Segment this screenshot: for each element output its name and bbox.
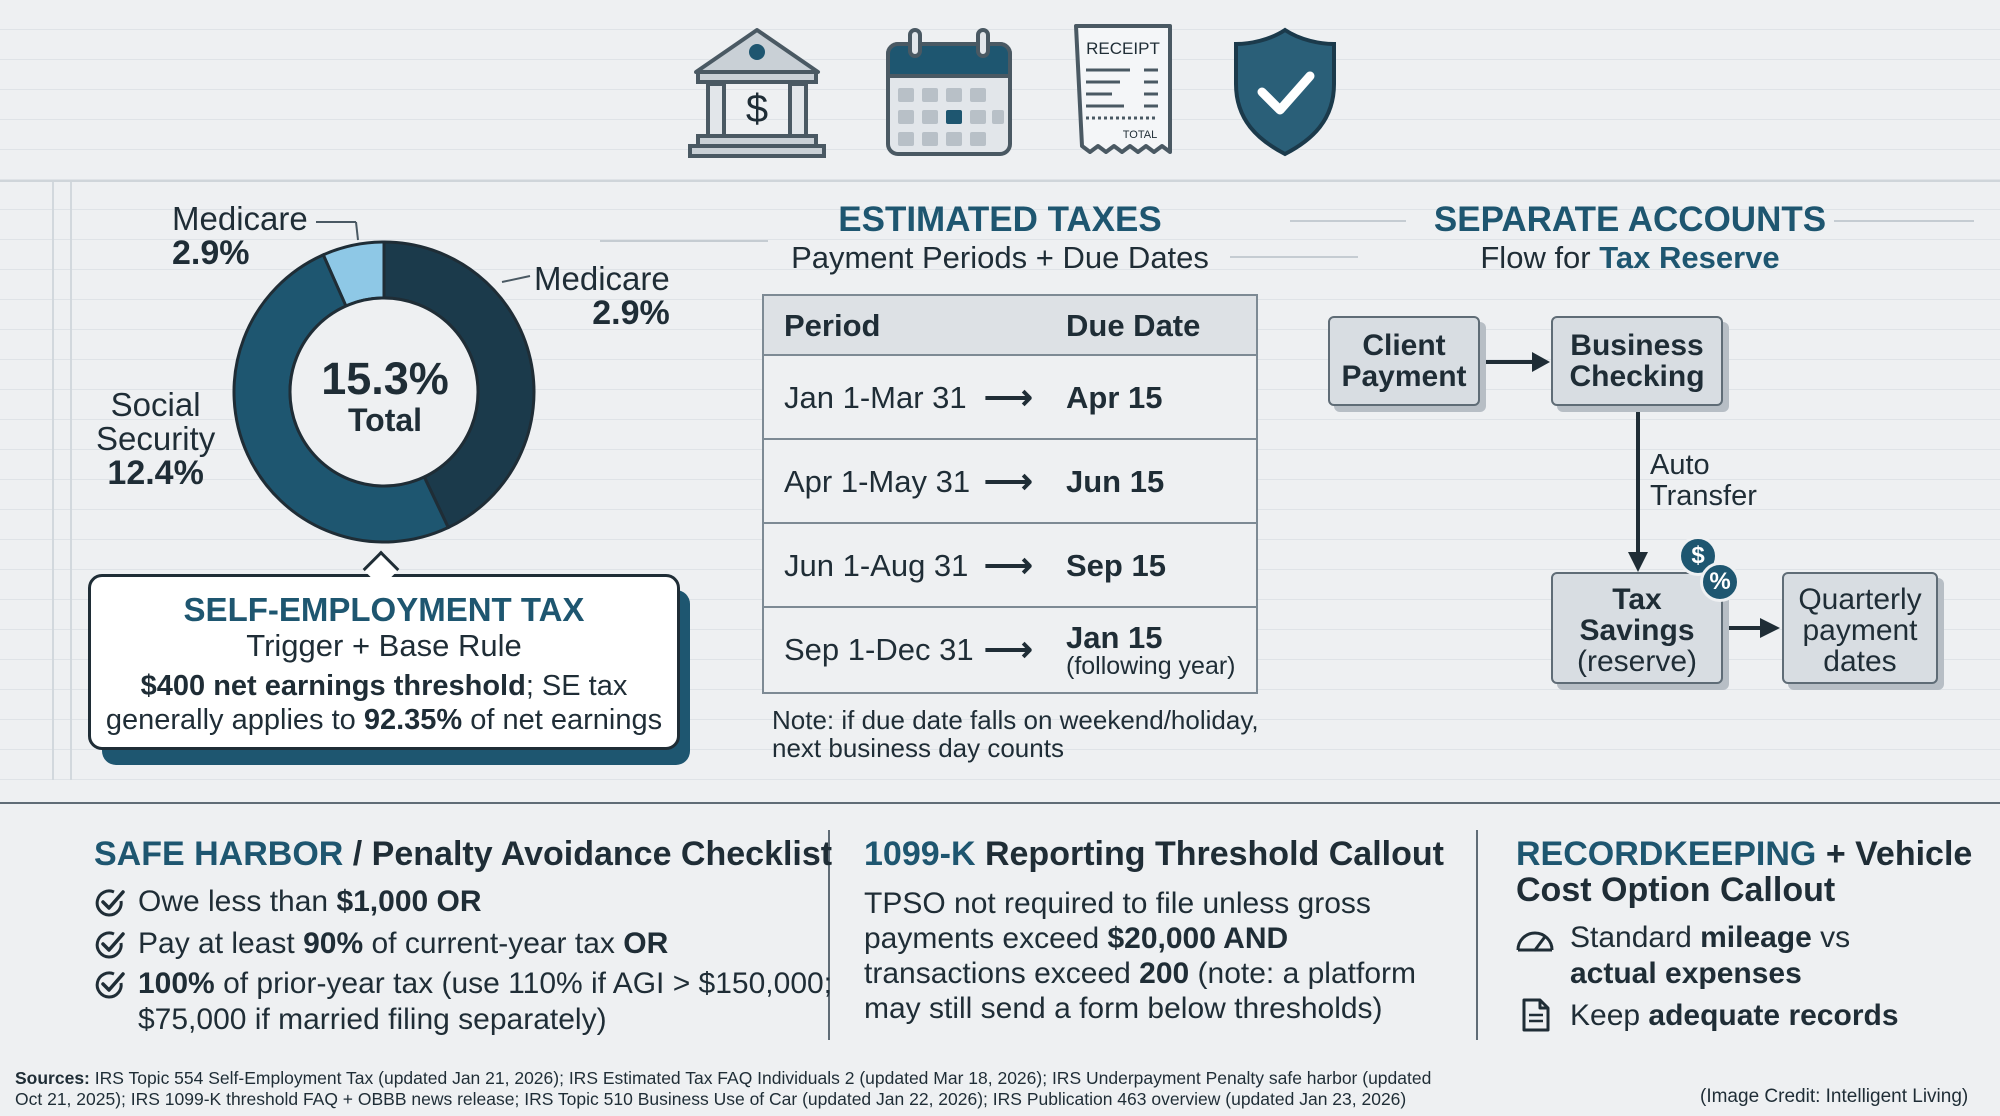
receipt-header: RECEIPT: [1086, 39, 1160, 58]
check-circle-icon: [94, 929, 126, 961]
box-text: dates: [1823, 645, 1897, 678]
box-text: Payment: [1341, 360, 1467, 393]
table-header: [764, 296, 1256, 356]
heading-text: Reporting Threshold Callout: [975, 835, 1444, 873]
document-icon: [1520, 998, 1552, 1032]
item-bold: 90%: [303, 927, 364, 960]
subtitle-accent: Tax Reserve: [1599, 240, 1780, 275]
weekend-note: [772, 706, 1292, 762]
donut-label-medicare-right: [534, 262, 670, 330]
se-text: of net earnings: [462, 704, 663, 736]
business-checking-box: [1551, 316, 1723, 406]
heading-text: / Penalty Avoidance Checklist: [343, 835, 833, 873]
para-text: payments exceed: [864, 922, 1108, 955]
period-cell: Jun 1-Aug 31: [784, 548, 969, 583]
item-bold: actual expenses: [1570, 957, 1802, 990]
item-bold: adequate records: [1648, 999, 1899, 1032]
donut-label-name: Social: [110, 386, 201, 423]
donut-label-name: Medicare: [534, 260, 670, 297]
check-circle-icon: [94, 887, 126, 919]
heading-text: + Vehicle: [1816, 835, 1973, 873]
due-cell: Jan 15: [1066, 620, 1163, 655]
se-tax-callout: [88, 574, 680, 750]
arrow-right-icon: ⟶: [984, 379, 1033, 417]
due-cell: Apr 15: [1066, 380, 1163, 415]
box-text: Business: [1570, 329, 1704, 362]
due-note: (following year): [1066, 652, 1236, 680]
sources-text: IRS Topic 554 Self-Employment Tax (updated Jan 21, 2026); IRS Estimated Tax FAQ Individuals 2 (updated Mar 18, 2026); IRS Underpayment Penalty safe harbor (updated: [89, 1068, 1432, 1088]
records-heading: [1516, 836, 1972, 908]
estimated-taxes-subtitle: Payment Periods + Due Dates: [791, 240, 1209, 275]
percent-badge-icon: %: [1700, 562, 1740, 602]
para-line: may still send a form below thresholds): [864, 992, 1383, 1025]
item-bold: mileage: [1700, 921, 1812, 954]
separate-accounts-title: SEPARATE ACCOUNTS: [1433, 200, 1827, 239]
calendar-icon: [884, 22, 1014, 162]
arrow-right-icon: ⟶: [984, 463, 1033, 501]
subtitle-text: Flow for: [1480, 240, 1600, 275]
auto-transfer-label: [1650, 450, 1757, 512]
column-divider: [1476, 830, 1478, 1040]
heading-accent: 1099-K: [864, 835, 976, 873]
arrow-right-icon: ⟶: [984, 631, 1033, 669]
shield-check-icon: [1230, 22, 1340, 162]
item-bold: $1,000 OR: [336, 885, 482, 918]
item-text: Standard: [1570, 921, 1701, 954]
estimated-taxes-heading: [760, 200, 1240, 276]
k1099-body: [864, 886, 1416, 1026]
table-row: [764, 524, 1256, 608]
records-item: [1516, 920, 1850, 992]
estimated-taxes-title: ESTIMATED TAXES: [838, 200, 1162, 239]
period-cell: Apr 1-May 31: [784, 464, 971, 499]
donut-total-label: Total: [347, 402, 423, 438]
table-row: [764, 608, 1256, 692]
item-bold: OR: [623, 927, 669, 960]
box-text: (reserve): [1576, 645, 1697, 678]
receipt-icon: [1072, 22, 1174, 162]
col-due-date: Due Date: [1066, 308, 1201, 343]
se-threshold: $400 net earnings threshold: [140, 670, 526, 702]
k1099-heading: [864, 836, 1444, 872]
donut-leaders: [0, 0, 560, 320]
se-tax-title: SELF-EMPLOYMENT TAX: [183, 591, 585, 628]
due-cell: Sep 15: [1066, 548, 1166, 583]
donut-center: [285, 355, 485, 437]
safe-harbor-heading: [94, 836, 832, 872]
para-line: TPSO not required to file unless gross: [864, 887, 1371, 920]
se-text: generally applies to: [105, 704, 364, 736]
donut-total-value: 15.3%: [321, 353, 449, 404]
se-tax-subtitle: Trigger + Base Rule: [246, 628, 522, 663]
records-item: [1516, 998, 1899, 1034]
sources-footer: [15, 1068, 1575, 1110]
separate-accounts-subtitle: [1410, 240, 1850, 276]
heading-rule: [1230, 256, 1358, 258]
box-text: payment: [1802, 614, 1918, 647]
table-row: [764, 356, 1256, 440]
heading-rule: [1290, 220, 1406, 222]
para-bold: 200: [1139, 957, 1190, 990]
item-text: of current-year tax: [363, 927, 624, 960]
client-payment-box: [1328, 316, 1480, 406]
check-circle-icon: [94, 969, 126, 1001]
box-text: Savings: [1579, 614, 1695, 647]
tax-savings-box: [1551, 572, 1723, 684]
separate-accounts-heading: [1410, 200, 1850, 276]
se-rate: 92.35%: [363, 704, 463, 736]
item-text: Keep: [1570, 999, 1649, 1032]
flow-text: Auto: [1650, 449, 1710, 481]
due-cell: Jun 15: [1066, 464, 1165, 499]
heading-rule: [1834, 220, 1974, 222]
box-text: Quarterly: [1798, 583, 1922, 616]
donut-label-name: Medicare: [172, 200, 308, 237]
heading-rule: [600, 240, 768, 242]
box-text: Tax: [1612, 583, 1662, 616]
flow-text: Transfer: [1650, 480, 1757, 512]
receipt-total: TOTAL: [1122, 129, 1158, 141]
se-tax-body: [91, 669, 677, 737]
period-cell: Sep 1-Dec 31: [784, 632, 974, 667]
para-text: (note: a platform: [1189, 957, 1416, 990]
box-text: Client: [1362, 329, 1446, 362]
checklist-item: [94, 884, 482, 920]
para-text: transactions exceed: [864, 957, 1140, 990]
image-credit: (Image Credit: Intelligent Living): [1700, 1086, 1969, 1107]
donut-label-pct: 2.9%: [592, 294, 670, 332]
table-row: [764, 440, 1256, 524]
arrow-right-icon: ⟶: [984, 547, 1033, 585]
donut-label-pct: 2.9%: [172, 234, 250, 272]
item-text: vs: [1811, 921, 1851, 954]
sources-text: Oct 21, 2025); IRS 1099-K threshold FAQ + OBBB news release; IRS Topic 510 Business Use of Car (updated Jan 22, 2026); IRS Publication 463 overview (updated Jan 23, 2026): [15, 1089, 1407, 1109]
donut-label-social-security: [96, 388, 215, 490]
dollar-badge-icon: $: [1678, 536, 1718, 576]
estimated-tax-table: [762, 294, 1258, 694]
donut-label-medicare-top: [172, 202, 308, 270]
speedometer-icon: [1514, 924, 1556, 956]
bank-icon: [688, 22, 826, 162]
donut-label-pct: 12.4%: [107, 454, 204, 492]
bottom-divider: [0, 802, 2000, 804]
item-text: Owe less than: [138, 885, 337, 918]
checklist-item: [94, 926, 668, 962]
heading-text: Cost Option Callout: [1516, 871, 1836, 909]
heading-accent: SAFE HARBOR: [94, 835, 344, 873]
para-bold: $20,000 AND: [1107, 922, 1289, 955]
item-text: $75,000 if married filing separately): [138, 1003, 607, 1036]
checklist-item: [94, 966, 832, 1038]
item-text: of prior-year tax (use 110% if AGI > $150,000;: [214, 967, 833, 1000]
svg-text:$: $: [745, 87, 769, 131]
se-text: ; SE tax: [525, 670, 628, 702]
item-bold: 100%: [138, 967, 215, 1000]
col-period: Period: [784, 308, 881, 343]
note-line: next business day counts: [772, 733, 1064, 763]
sources-label: Sources:: [15, 1068, 90, 1088]
quarterly-dates-box: [1782, 572, 1938, 684]
period-cell: Jan 1-Mar 31: [784, 380, 967, 415]
heading-accent: RECORDKEEPING: [1516, 835, 1817, 873]
donut-label-name: Security: [96, 420, 216, 457]
note-line: Note: if due date falls on weekend/holiday,: [772, 705, 1259, 735]
box-text: Checking: [1569, 360, 1705, 393]
item-text: Pay at least: [138, 927, 304, 960]
